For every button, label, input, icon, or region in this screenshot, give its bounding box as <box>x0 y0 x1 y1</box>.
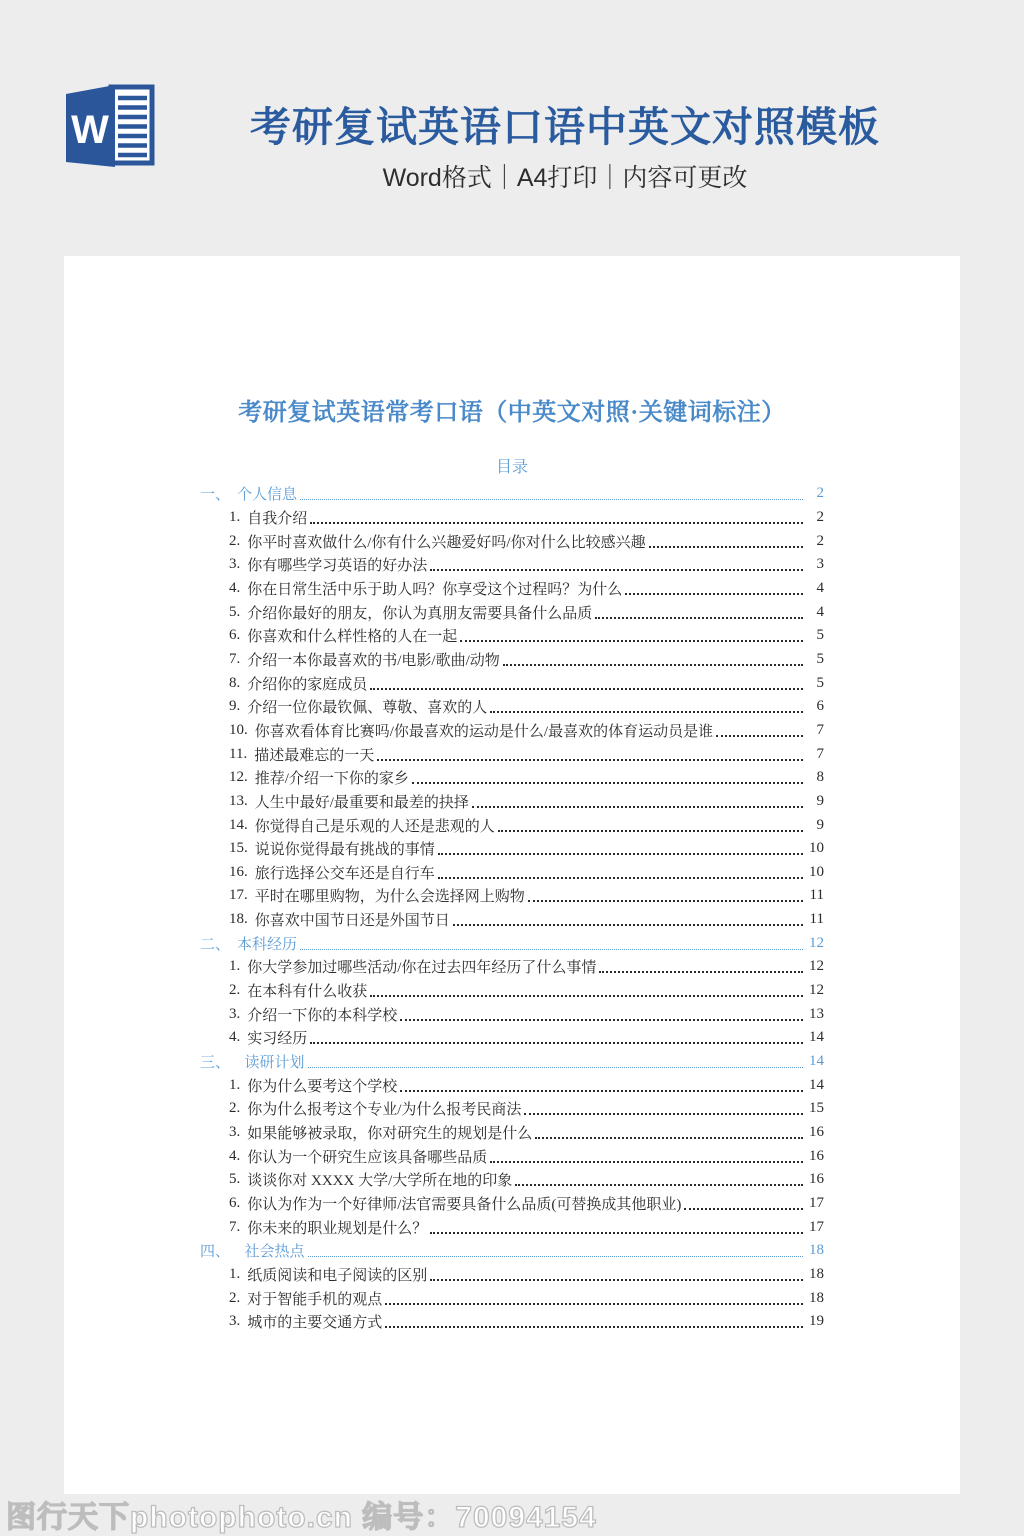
toc-item-row <box>200 529 824 553</box>
toc-item-row <box>200 1026 824 1050</box>
toc-entry-number: 4. <box>229 1147 241 1164</box>
toc-entry-text: 如果能够被录取，你对研究生的规划是什么 <box>247 1126 533 1143</box>
toc-item-row <box>200 1192 824 1216</box>
toc-page-number: 15 <box>809 1100 824 1117</box>
toc-dot-leader <box>535 1126 803 1139</box>
toc-dot-leader <box>716 724 803 737</box>
toc-entry-text: 介绍一下你的本科学校 <box>247 1007 398 1024</box>
toc-entry-number: 4. <box>229 1029 241 1046</box>
toc-item-row <box>200 766 824 790</box>
toc-heading: 目录 <box>495 459 528 476</box>
toc-page-number: 16 <box>809 1147 824 1164</box>
toc-page-number: 14 <box>809 1053 824 1070</box>
word-document-icon <box>63 81 155 169</box>
banner <box>0 0 1024 256</box>
banner-subtitle: Word格式｜A4打印｜内容可更改 <box>382 164 748 192</box>
toc-entry-text: 描述最难忘的一天 <box>254 747 375 764</box>
toc-item-row <box>200 671 824 695</box>
toc-entry-number: 11. <box>229 745 248 762</box>
word-icon-page-lines <box>118 98 147 155</box>
banner-title: 考研复试英语口语中英文对照模板 <box>250 104 880 150</box>
toc-entry-number: 16. <box>229 863 248 880</box>
toc-dot-leader <box>498 819 803 832</box>
toc-page-number: 18 <box>809 1265 824 1282</box>
toc-item-row <box>200 1286 824 1310</box>
document-title: 考研复试英语常考口语（中英文对照·关键词标注） <box>238 400 786 426</box>
toc-item-row <box>200 1121 824 1145</box>
toc-section-row <box>200 1239 824 1263</box>
toc-page-number: 12 <box>809 934 824 951</box>
toc-dot-leader <box>490 700 803 713</box>
toc-entry-number: 1. <box>229 1076 241 1093</box>
toc-dot-leader <box>300 487 803 500</box>
toc-dot-leader <box>472 795 803 808</box>
toc-item-row <box>200 1002 824 1026</box>
toc-entry-text: 你喜欢看体育比赛吗/你最喜欢的运动是什么/最喜欢的体育运动员是谁 <box>254 723 714 740</box>
toc-entry-number: 6. <box>229 1195 241 1212</box>
toc-dot-leader <box>310 1031 803 1044</box>
toc-dot-leader <box>300 937 803 950</box>
toc-item-row <box>200 908 824 932</box>
toc-entry-text: 社会热点 <box>244 1244 305 1261</box>
toc-entry-text: 你有哪些学习英语的好办法 <box>247 558 428 575</box>
toc-dot-leader <box>490 1150 803 1163</box>
toc-page-number: 12 <box>809 982 824 999</box>
toc-page-number: 16 <box>809 1171 824 1188</box>
toc-entry-number: 2. <box>229 532 241 549</box>
toc-dot-leader <box>308 1244 803 1257</box>
toc-dot-leader <box>430 558 803 571</box>
toc-item-row <box>200 955 824 979</box>
toc-entry-number: 13. <box>229 792 248 809</box>
toc-entry-text: 你认为作为一个好律师/法官需要具备什么品质(可替换成其他职业) <box>247 1197 682 1214</box>
toc-entry-number: 1. <box>229 958 241 975</box>
toc-page-number: 14 <box>809 1029 824 1046</box>
toc-entry-text: 你认为一个研究生应该具备哪些品质 <box>247 1149 488 1166</box>
toc-item-row <box>200 813 824 837</box>
toc-section-row <box>200 931 824 955</box>
toc-item-row <box>200 861 824 885</box>
toc-entry-number: 三、 <box>200 1055 238 1072</box>
toc-entry-text: 谈谈你对 XXXX 大学/大学所在地的印象 <box>247 1173 513 1190</box>
toc-entry-text: 本科经历 <box>237 936 298 953</box>
site-watermark: 图行天下photophoto.cn 编号：70094154 <box>6 1501 597 1534</box>
toc-entry-text: 对于智能手机的观点 <box>247 1291 383 1308</box>
toc-page-number: 16 <box>809 1124 824 1141</box>
toc-page-number: 7 <box>816 745 824 762</box>
toc-dot-leader <box>430 1268 803 1281</box>
toc-page-number: 10 <box>809 863 824 880</box>
toc-entry-text: 你为什么报考这个专业/为什么报考民商法 <box>247 1102 522 1119</box>
toc-list <box>200 482 824 1334</box>
toc-page-number: 2 <box>816 485 824 502</box>
toc-entry-number: 1. <box>229 508 241 525</box>
toc-entry-text: 读研计划 <box>244 1055 305 1072</box>
toc-item-row <box>200 1310 824 1334</box>
toc-dot-leader <box>438 842 803 855</box>
toc-dot-leader <box>400 1008 803 1021</box>
word-icon-letter: W <box>71 108 109 152</box>
toc-page-number: 19 <box>809 1313 824 1330</box>
toc-page-number: 11 <box>809 887 824 904</box>
toc-dot-leader <box>684 1197 803 1210</box>
toc-section-row <box>200 482 824 506</box>
toc-item-row <box>200 1073 824 1097</box>
toc-entry-number: 7. <box>229 1218 241 1235</box>
toc-item-row <box>200 884 824 908</box>
toc-entry-number: 2. <box>229 982 241 999</box>
toc-entry-number: 12. <box>229 769 248 786</box>
toc-page-number: 2 <box>816 532 824 549</box>
toc-dot-leader <box>400 1079 803 1092</box>
toc-entry-text: 纸质阅读和电子阅读的区别 <box>247 1267 428 1284</box>
toc-entry-text: 你喜欢中国节日还是外国节日 <box>254 913 450 930</box>
toc-entry-text: 个人信息 <box>237 487 298 504</box>
toc-dot-leader <box>649 535 803 548</box>
toc-dot-leader <box>599 960 803 973</box>
toc-entry-number: 5. <box>229 1171 241 1188</box>
toc-item-row <box>200 1144 824 1168</box>
toc-entry-text: 推荐/介绍一下你的家乡 <box>254 771 409 788</box>
toc-dot-leader <box>460 629 803 642</box>
toc-entry-number: 3. <box>229 1005 241 1022</box>
toc-dot-leader <box>430 1221 803 1234</box>
toc-item-row <box>200 1097 824 1121</box>
toc-entry-text: 在本科有什么收获 <box>247 984 368 1001</box>
toc-entry-number: 6. <box>229 627 241 644</box>
toc-page-number: 5 <box>816 674 824 691</box>
toc-page-number: 5 <box>816 627 824 644</box>
toc-entry-text: 自我介绍 <box>247 510 308 527</box>
toc-page-number: 4 <box>816 603 824 620</box>
toc-entry-text: 你喜欢和什么样性格的人在一起 <box>247 629 458 646</box>
toc-page-number: 13 <box>809 1005 824 1022</box>
toc-entry-text: 平时在哪里购物，为什么会选择网上购物 <box>254 889 525 906</box>
toc-dot-leader <box>438 866 803 879</box>
toc-entry-text: 你为什么要考这个学校 <box>247 1078 398 1095</box>
toc-item-row <box>200 979 824 1003</box>
toc-entry-number: 5. <box>229 603 241 620</box>
toc-dot-leader <box>377 748 803 761</box>
toc-entry-number: 3. <box>229 556 241 573</box>
toc-entry-number: 10. <box>229 721 248 738</box>
toc-entry-text: 介绍你最好的朋友，你认为真朋友需要具备什么品质 <box>247 605 593 622</box>
toc-entry-text: 旅行选择公交车还是自行车 <box>254 865 435 882</box>
toc-item-row <box>200 1168 824 1192</box>
toc-item-row <box>200 695 824 719</box>
toc-dot-leader <box>453 913 803 926</box>
toc-page-number: 2 <box>816 508 824 525</box>
toc-item-row <box>200 648 824 672</box>
toc-dot-leader <box>370 984 803 997</box>
toc-dot-leader <box>595 606 803 619</box>
toc-page-number: 10 <box>809 840 824 857</box>
toc-entry-text: 你平时喜欢做什么/你有什么兴趣爱好吗/你对什么比较感兴趣 <box>247 534 646 551</box>
toc-entry-text: 人生中最好/最重要和最差的抉择 <box>254 794 469 811</box>
toc-item-row <box>200 577 824 601</box>
toc-entry-text: 你未来的职业规划是什么？ <box>247 1220 428 1237</box>
toc-item-row <box>200 1263 824 1287</box>
toc-page-number: 17 <box>809 1195 824 1212</box>
toc-item-row <box>200 742 824 766</box>
toc-entry-number: 二、 <box>200 936 231 953</box>
toc-entry-number: 8. <box>229 674 241 691</box>
toc-dot-leader <box>370 677 803 690</box>
toc-page-number: 14 <box>809 1076 824 1093</box>
toc-entry-number: 15. <box>229 840 248 857</box>
toc-entry-number: 3. <box>229 1313 241 1330</box>
toc-item-row <box>200 506 824 530</box>
toc-item-row <box>200 790 824 814</box>
toc-dot-leader <box>625 582 803 595</box>
toc-page-number: 5 <box>816 650 824 667</box>
toc-entry-number: 7. <box>229 650 241 667</box>
toc-dot-leader <box>385 1315 803 1328</box>
toc-page-number: 6 <box>816 698 824 715</box>
toc-entry-number: 18. <box>229 911 248 928</box>
toc-item-row <box>200 837 824 861</box>
toc-entry-number: 3. <box>229 1124 241 1141</box>
toc-item-row <box>200 553 824 577</box>
toc-entry-number: 4. <box>229 579 241 596</box>
toc-section-row <box>200 1050 824 1074</box>
toc-item-row <box>200 1215 824 1239</box>
toc-page-number: 17 <box>809 1218 824 1235</box>
toc-page-number: 8 <box>816 769 824 786</box>
toc-dot-leader <box>412 771 803 784</box>
toc-entry-text: 你大学参加过哪些活动/你在过去四年经历了什么事情 <box>247 960 597 977</box>
toc-entry-text: 介绍一本你最喜欢的书/电影/歌曲/动物 <box>247 652 500 669</box>
toc-dot-leader <box>524 1102 803 1115</box>
toc-dot-leader <box>310 511 803 524</box>
document-page <box>64 256 960 1494</box>
toc-page-number: 7 <box>816 721 824 738</box>
toc-dot-leader <box>308 1055 803 1068</box>
toc-page-number: 11 <box>809 911 824 928</box>
toc-item-row <box>200 719 824 743</box>
toc-entry-number: 1. <box>229 1265 241 1282</box>
toc-page-number: 4 <box>816 579 824 596</box>
toc-page-number: 9 <box>816 816 824 833</box>
toc-entry-text: 说说你觉得最有挑战的事情 <box>254 842 435 859</box>
toc-item-row <box>200 600 824 624</box>
toc-page-number: 18 <box>809 1242 824 1259</box>
toc-entry-number: 14. <box>229 816 248 833</box>
toc-entry-number: 2. <box>229 1100 241 1117</box>
toc-page-number: 3 <box>816 556 824 573</box>
toc-dot-leader <box>528 889 803 902</box>
toc-entry-number: 一、 <box>200 487 231 504</box>
toc-item-row <box>200 624 824 648</box>
toc-page-number: 9 <box>816 792 824 809</box>
toc-entry-number: 17. <box>229 887 248 904</box>
toc-entry-number: 2. <box>229 1289 241 1306</box>
toc-entry-number: 四、 <box>200 1244 238 1261</box>
toc-entry-text: 你觉得自己是乐观的人还是悲观的人 <box>254 818 495 835</box>
toc-dot-leader <box>385 1292 803 1305</box>
toc-entry-text: 介绍你的家庭成员 <box>247 676 368 693</box>
toc-page-number: 12 <box>809 958 824 975</box>
toc-page-number: 18 <box>809 1289 824 1306</box>
toc-dot-leader <box>503 653 803 666</box>
toc-entry-text: 实习经历 <box>247 1031 308 1048</box>
toc-entry-text: 介绍一位你最钦佩、尊敬、喜欢的人 <box>247 700 488 717</box>
toc-entry-number: 9. <box>229 698 241 715</box>
toc-entry-text: 城市的主要交通方式 <box>247 1315 383 1332</box>
toc-dot-leader <box>515 1173 803 1186</box>
toc-entry-text: 你在日常生活中乐于助人吗？你享受这个过程吗？为什么 <box>247 581 623 598</box>
